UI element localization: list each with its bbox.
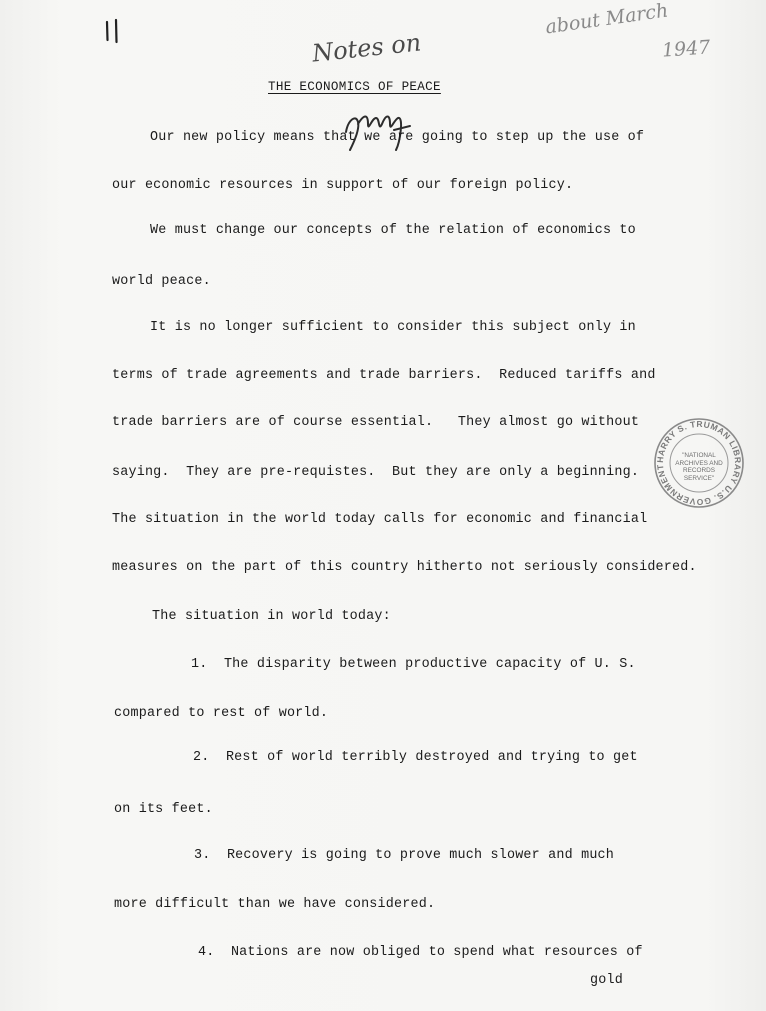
text-line: more difficult than we have considered. bbox=[114, 897, 436, 912]
text-line: saying. They are pre-requistes. But they are only a beginning. bbox=[112, 465, 640, 480]
handwritten-year: 1947 bbox=[661, 36, 712, 62]
stamp-line: RECORDS bbox=[683, 467, 715, 474]
text-line: The situation in world today: bbox=[152, 609, 391, 624]
text-line: measures on the part of this country hitherto not seriously considered. bbox=[112, 560, 697, 575]
archives-stamp bbox=[652, 416, 746, 510]
list-item-line: 1. The disparity between productive capacity of U. S. bbox=[191, 657, 636, 672]
document-title: THE ECONOMICS OF PEACE bbox=[268, 80, 441, 94]
text-line: The situation in the world today calls for economic and financial bbox=[112, 512, 648, 527]
text-line: trade barriers are of course essential. They almost go without bbox=[112, 415, 640, 430]
text-line: Our new policy means that we are going to step up the use of bbox=[150, 130, 645, 145]
list-item-line: 3. Recovery is going to prove much slower and much bbox=[194, 848, 615, 863]
list-item-line: 2. Rest of world terribly destroyed and trying to get bbox=[193, 750, 638, 765]
text-line: our economic resources in support of our foreign policy. bbox=[112, 178, 574, 193]
text-line: It is no longer sufficient to consider this subject only in bbox=[150, 320, 636, 335]
text-line: world peace. bbox=[112, 274, 211, 289]
stamp-line: SERVICE" bbox=[683, 474, 715, 482]
text-line: terms of trade agreements and trade barriers. Reduced tariffs and bbox=[112, 368, 656, 383]
margin-tick-marks bbox=[104, 18, 124, 44]
handwritten-notes-on: Notes on bbox=[310, 28, 423, 68]
text-line: We must change our concepts of the relation of economics to bbox=[150, 223, 636, 238]
carryover-word: gold bbox=[590, 973, 623, 988]
text-line: compared to rest of world. bbox=[114, 706, 329, 721]
stamp-line: ARCHIVES AND bbox=[675, 459, 723, 467]
stamp-ring-text: HARRY S. TRUMAN LIBRARY U.S. GOVERNMENT bbox=[654, 418, 744, 508]
text-line: on its feet. bbox=[114, 802, 213, 817]
stamp-line: "NATIONAL bbox=[682, 452, 716, 459]
handwritten-date: about March bbox=[544, 0, 670, 39]
list-item-line: 4. Nations are now obliged to spend what resources of bbox=[198, 945, 643, 960]
